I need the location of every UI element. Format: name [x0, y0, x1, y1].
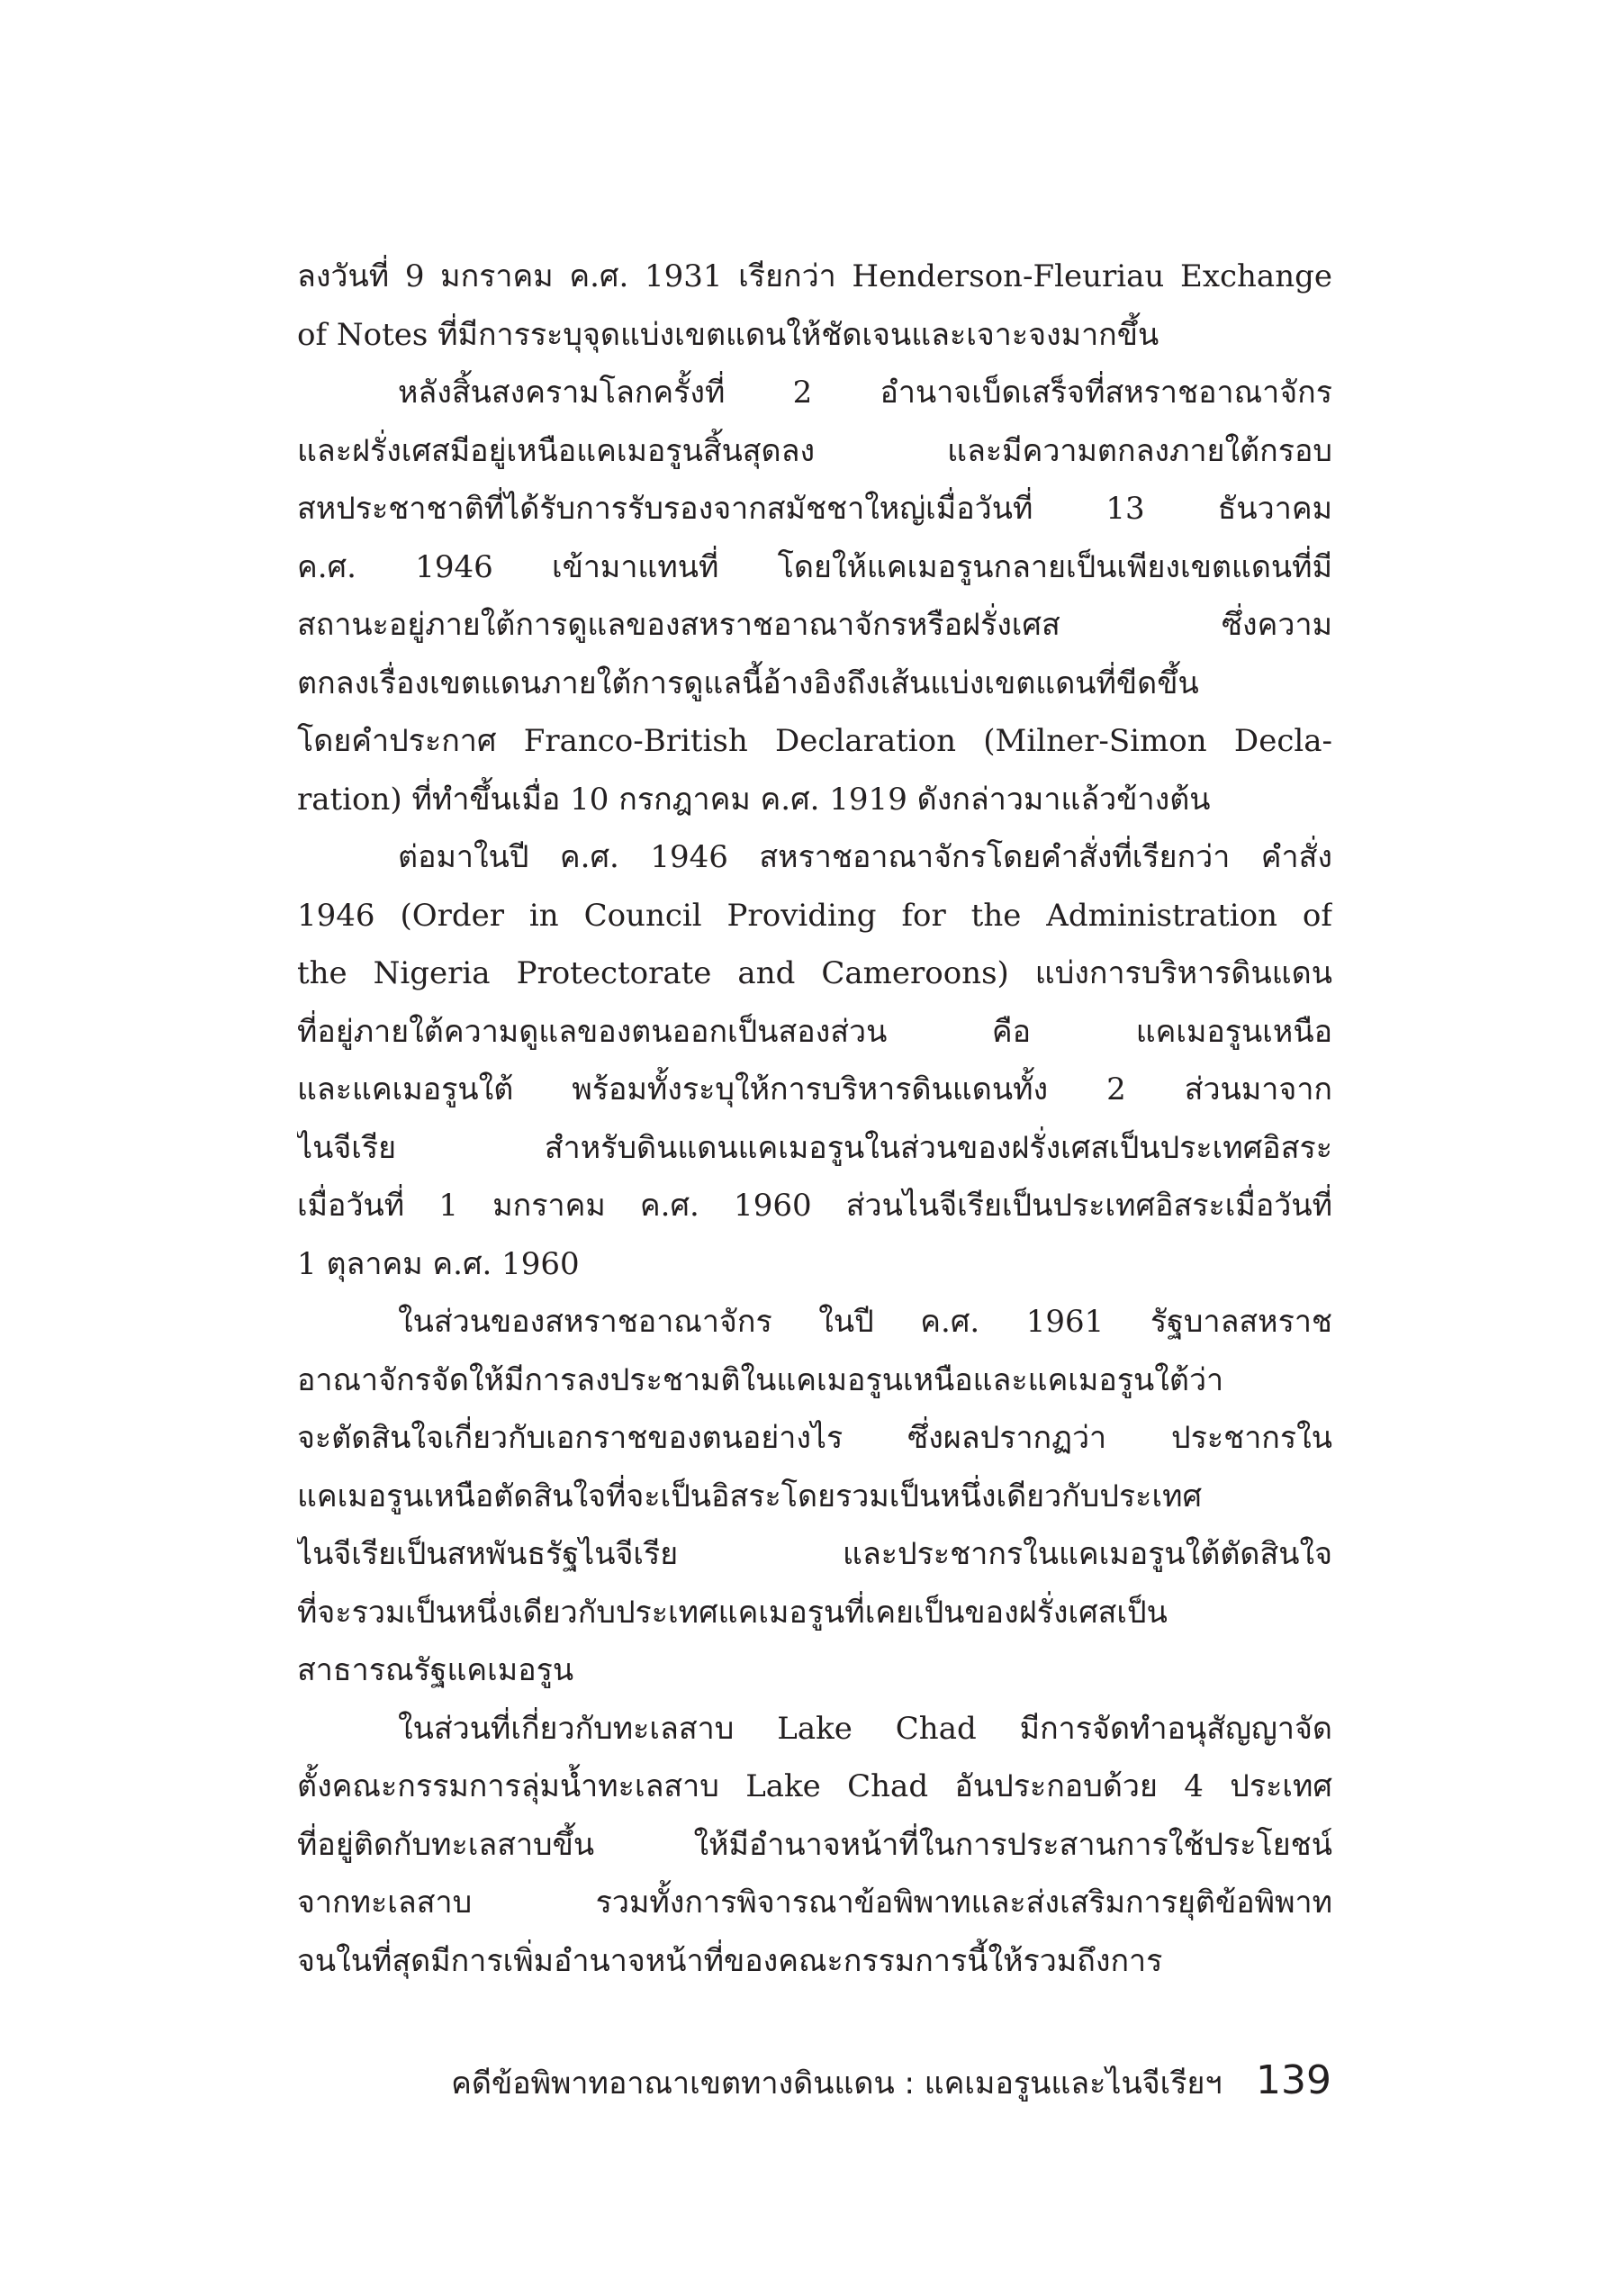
body-line: ค.ศ. 1946 เข้ามาแทนที่ โดยให้แคเมอรูนกลายเป็นเพียงเขตแดนที่มี — [297, 548, 1332, 585]
body-line: เมื่อวันที่ 1 มกราคม ค.ศ. 1960 ส่วนไนจีเรียเป็นประเทศอิสระเมื่อวันที่ — [297, 1188, 1332, 1224]
body-line: ตกลงเรื่องเขตแดนภายใต้การดูแลนี้อ้างอิงถึงเส้นแบ่งเขตแดนที่ขีดขึ้น — [297, 664, 1199, 701]
body-line: 1946 (Order in Council Providing for the Administration of — [297, 897, 1332, 934]
body-line: โดยคำประกาศ Franco-British Declaration (Milner-Simon Decla- — [297, 723, 1332, 759]
body-line: ไนจีเรีย สำหรับดินแดนแคเมอรูนในส่วนของฝรั่งเศสเป็นประเทศอิสระ — [297, 1129, 1332, 1166]
body-line: of Notes ที่มีการระบุจุดแบ่งเขตแดนให้ชัดเจนและเจาะจงมากขึ้น — [297, 316, 1159, 353]
body-line: สถานะอยู่ภายใต้การดูแลของสหราชอาณาจักรหรือฝรั่งเศส ซึ่งความ — [297, 607, 1332, 643]
body-line: สหประชาชาติที่ได้รับการรับรองจากสมัชชาใหญ่เมื่อวันที่ 13 ธันวาคม — [297, 491, 1332, 527]
body-line: ที่อยู่ภายใต้ความดูแลของตนออกเป็นสองส่วน คือ แคเมอรูนเหนือ — [297, 1013, 1332, 1050]
body-line: 1 ตุลาคม ค.ศ. 1960 — [297, 1245, 580, 1282]
body-line: อาณาจักรจัดให้มีการลงประชามติในแคเมอรูนเหนือและแคเมอรูนใต้ว่า — [297, 1361, 1224, 1398]
body-line: ในส่วนที่เกี่ยวกับทะเลสาบ Lake Chad มีการจัดทำอนุสัญญาจัด — [398, 1710, 1332, 1747]
body-line: ในส่วนของสหราชอาณาจักร ในปี ค.ศ. 1961 รัฐบาลสหราช — [398, 1304, 1332, 1340]
body-line: จนในที่สุดมีการเพิ่มอำนาจหน้าที่ของคณะกรรมการนี้ให้รวมถึงการ — [297, 1942, 1163, 1979]
body-line: หลังสิ้นสงครามโลกครั้งที่ 2 อำนาจเบ็ดเสร็จที่สหราชอาณาจักร — [398, 375, 1332, 411]
body-line: ต่อมาในปี ค.ศ. 1946 สหราชอาณาจักรโดยคำสั่งที่เรียกว่า คำสั่ง — [398, 839, 1332, 875]
body-line: ตั้งคณะกรรมการลุ่มน้ำทะเลสาบ Lake Chad อันประกอบด้วย 4 ประเทศ — [297, 1768, 1332, 1804]
page-body — [297, 248, 1332, 1990]
body-line: the Nigeria Protectorate and Cameroons) แบ่งการบริหารดินแดน — [297, 955, 1332, 991]
body-line: ที่จะรวมเป็นหนึ่งเดียวกับประเทศแคเมอรูนที่เคยเป็นของฝรั่งเศสเป็น — [297, 1594, 1168, 1631]
body-line: ration) ที่ทำขึ้นเมื่อ 10 กรกฎาคม ค.ศ. 1919 ดังกล่าวมาแล้วข้างต้น — [297, 781, 1211, 818]
body-line: ลงวันที่ 9 มกราคม ค.ศ. 1931 เรียกว่า Henderson-Fleuriau Exchange — [297, 258, 1332, 294]
body-line: จะตัดสินใจเกี่ยวกับเอกราชของตนอย่างไร ซึ่งผลปรากฏว่า ประชากรใน — [297, 1420, 1332, 1456]
body-line: จากทะเลสาบ รวมทั้งการพิจารณาข้อพิพาทและส่งเสริมการยุติข้อพิพาท — [297, 1885, 1332, 1921]
body-line: และแคเมอรูนใต้ พร้อมทั้งระบุให้การบริหารดินแดนทั้ง 2 ส่วนมาจาก — [297, 1071, 1332, 1107]
running-title: คดีข้อพิพาทอาณาเขตทางดินแดน : แคเมอรูนและไนจีเรียฯ — [451, 2065, 1223, 2102]
page-footer — [451, 2057, 1331, 2107]
body-line: สาธารณรัฐแคเมอรูน — [297, 1652, 574, 1688]
body-line: ไนจีเรียเป็นสหพันธรัฐไนจีเรีย และประชากรในแคเมอรูนใต้ตัดสินใจ — [297, 1536, 1332, 1572]
body-line: และฝรั่งเศสมีอยู่เหนือแคเมอรูนสิ้นสุดลง และมีความตกลงภายใต้กรอบ — [297, 432, 1332, 469]
body-line: ที่อยู่ติดกับทะเลสาบขึ้น ให้มีอำนาจหน้าที่ในการประสานการใช้ประโยชน์ — [297, 1826, 1332, 1863]
body-line: แคเมอรูนเหนือตัดสินใจที่จะเป็นอิสระโดยรวมเป็นหนึ่งเดียวกับประเทศ — [297, 1478, 1203, 1514]
page-number: 139 — [1256, 2057, 1331, 2103]
